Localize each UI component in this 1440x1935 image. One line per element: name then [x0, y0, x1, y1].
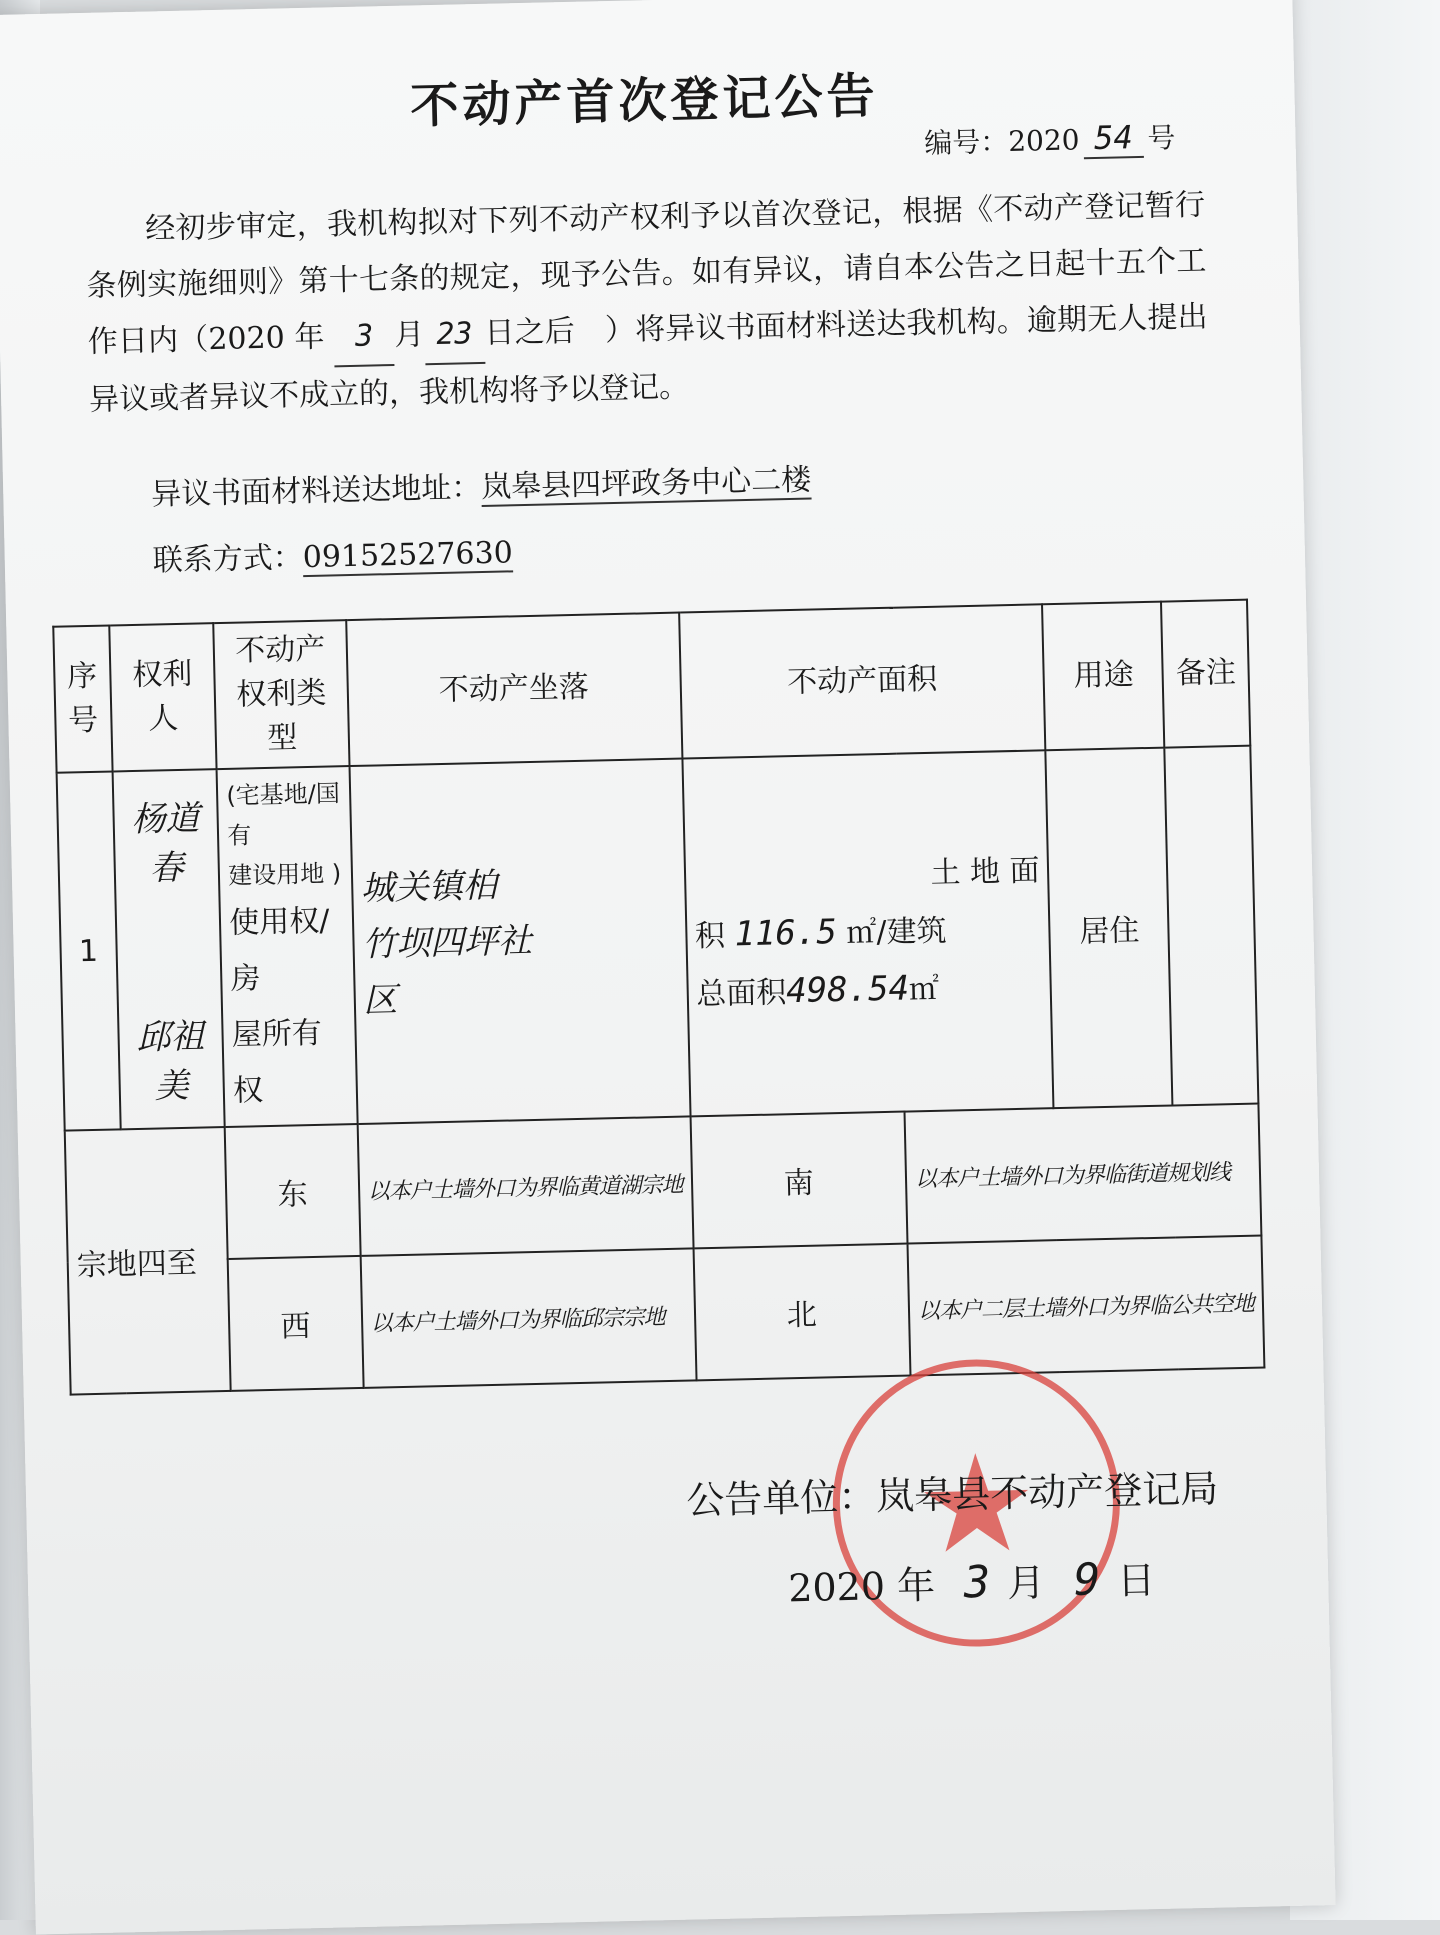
bounds-label: 宗地四至 — [65, 1127, 231, 1395]
south-label: 南 — [690, 1112, 907, 1249]
issuing-unit — [686, 1458, 1219, 1525]
cell-location — [349, 759, 690, 1124]
address-value: 岚皋县四坪政务中心二楼 — [480, 462, 812, 506]
holder-name-1: 杨道春 — [131, 798, 200, 889]
address-label: 异议书面材料送达地址： — [150, 470, 482, 513]
notice-number-handwritten: 54 — [1083, 118, 1144, 159]
header-right-type — [213, 620, 349, 769]
header-holder: 权利人 — [109, 623, 217, 771]
table-header-row — [53, 600, 1250, 773]
contact-info — [152, 527, 513, 579]
notice-body-paragraph — [85, 178, 1210, 429]
issuing-unit-label: 公告单位： — [685, 1474, 877, 1523]
issue-date — [788, 1549, 1156, 1612]
right-type-a: (宅基地/国有 — [226, 779, 341, 850]
location-line-a: 城关镇柏 — [360, 865, 498, 909]
land-area-value: 116.5 — [734, 912, 838, 955]
north-value: 以本户二层土墙外口为界临公共空地 — [907, 1236, 1264, 1376]
east-label: 东 — [225, 1124, 360, 1259]
area-line-c — [696, 957, 1043, 1023]
issue-day-handwritten: 9 — [1073, 1554, 1102, 1606]
area-line-b — [694, 899, 1041, 965]
building-area-value: 498.54 — [785, 968, 910, 1012]
notice-number-prefix: 编号：2020 — [923, 123, 1080, 160]
body-text-a: 经初步审定，我机构拟对下列不动产权利予以首次登记，根据《不动产登记暂行条例实施细则》第十七条的规定，现予公告。如有异议，请自本公告之日起十五个工作日内（2020 年 — [86, 187, 1207, 360]
location-line-c: 区 — [362, 980, 398, 1021]
deadline-day-handwritten: 23 — [424, 306, 485, 365]
header-right-type-line1: 不动产 — [234, 631, 326, 669]
header-remark: 备注 — [1161, 600, 1250, 748]
registration-table — [52, 599, 1265, 1396]
issue-month-handwritten: 3 — [963, 1556, 991, 1609]
right-type-c: 使用权/房 — [228, 903, 330, 997]
west-label: 西 — [228, 1256, 363, 1391]
holder-name-2: 邱祖美 — [136, 1016, 205, 1107]
deadline-month-handwritten: 3 — [334, 308, 395, 367]
cell-seq: 1 — [57, 771, 121, 1130]
west-value: 以本户土墙外口为界临邱宗宗地 — [360, 1248, 696, 1388]
header-right-type-line2: 权利类型 — [235, 675, 327, 756]
cell-remark — [1165, 746, 1259, 1106]
area-line-b-pre: 积 — [694, 918, 726, 955]
cell-use: 居住 — [1046, 748, 1173, 1109]
right-type-d: 屋所有权 — [231, 1015, 323, 1109]
header-area: 不动产面积 — [679, 604, 1046, 758]
issue-month-label: 月 — [1006, 1560, 1046, 1606]
body-text-c: 日之后 ）将异议书面材料送达我机构。逾期无人提出异议或者异议不成立的，我机构将予以登记。 — [88, 299, 1208, 418]
issuing-unit-value: 岚皋县不动产登记局 — [875, 1466, 1219, 1519]
area-line-a: 土 地 面 — [930, 853, 1040, 891]
area-line-b-post: ㎡/建筑 — [846, 913, 947, 951]
south-value: 以本户土墙外口为界临街道规划线 — [904, 1104, 1261, 1244]
header-location: 不动产坐落 — [346, 613, 682, 767]
cell-area — [682, 750, 1054, 1116]
notice-number-suffix: 号 — [1147, 121, 1176, 155]
east-value: 以本户土墙外口为界临黄道湖宗地 — [357, 1116, 693, 1256]
cell-holder — [112, 769, 225, 1129]
issue-day-label: 日 — [1116, 1558, 1156, 1603]
body-text-b: 月 — [393, 317, 425, 353]
issue-year: 2020 年 — [787, 1563, 936, 1611]
cell-right-type — [217, 766, 357, 1127]
contact-label: 联系方式： — [152, 540, 304, 579]
area-line-c-post: ㎡ — [908, 971, 940, 1008]
header-seq: 序号 — [53, 626, 112, 773]
location-line-b: 竹坝四坪社 — [361, 920, 533, 965]
north-label: 北 — [693, 1244, 910, 1381]
right-type-b: 建设用地 ) — [227, 859, 342, 890]
header-use: 用途 — [1042, 602, 1164, 751]
notice-number — [924, 116, 1176, 163]
contact-value: 09152527630 — [302, 535, 514, 576]
area-line-c-pre: 总面积 — [695, 975, 787, 1013]
table-row — [57, 746, 1259, 1131]
objection-address — [151, 455, 812, 514]
notice-title: 不动产首次登记公告 — [409, 67, 880, 135]
